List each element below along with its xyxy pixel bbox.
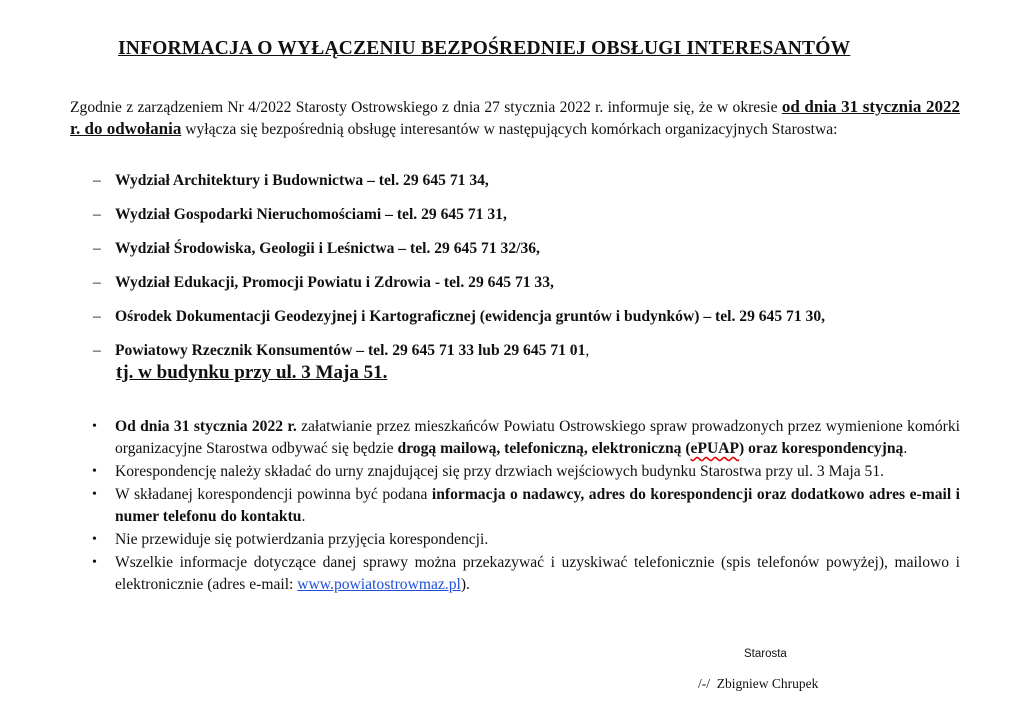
dash-marker: – — [93, 342, 101, 359]
epuap-term: ePUAP — [690, 440, 740, 457]
bullet-list — [92, 416, 960, 597]
bullet-item: • Korespondencję należy składać do urny znajdującej się przy drzwiach wejściowych budynku Starostwa przy ul. 3 Maja 51. — [92, 461, 960, 483]
bullet-marker: • — [92, 464, 97, 479]
building-address: tj. w budynku przy ul. 3 Maja 51. — [116, 362, 388, 383]
dash-marker: – — [93, 240, 101, 257]
intro-lead: Zgodnie z zarządzeniem Nr 4/2022 Starosty Ostrowskiego z dnia 27 stycznia 2022 r. informuje się, że w okresie — [70, 99, 782, 116]
bullet-item: • Nie przewiduje się potwierdzania przyjęcia korespondencji. — [92, 529, 960, 551]
department-text: Ośrodek Dokumentacji Geodezyjnej i Kartograficznej (ewidencja gruntów i budynków) – tel. 29 645 71 30, — [115, 308, 826, 325]
department-trailing-comma: , — [585, 342, 590, 359]
bullet-item: • Wszelkie informacje dotyczące danej sprawy można przekazywać i uzyskiwać telefonicznie (spis telefonów powyżej), mailowo i elektronicznie (adres e-mail: www.powiatostrowmaz.pl). — [92, 554, 960, 593]
intro-paragraph — [70, 96, 960, 140]
dash-marker: – — [93, 206, 101, 223]
intro-tail: wyłącza się bezpośrednią obsługę interesantów w następujących komórkach organizacyjnych Starostwa: — [181, 121, 838, 138]
bullet-marker: • — [92, 487, 97, 502]
dash-marker: – — [93, 172, 101, 189]
bullet-marker: • — [92, 419, 97, 434]
department-text: Wydział Architektury i Budownictwa – tel. 29 645 71 34, — [115, 172, 489, 189]
department-text: Wydział Edukacji, Promocji Powiatu i Zdrowia - tel. 29 645 71 33, — [115, 274, 554, 291]
signer-name: /-/ Zbigniew Chrupek — [698, 676, 819, 691]
website-link[interactable]: www.powiatostrowmaz.pl — [297, 576, 461, 593]
bullet-item: • W składanej korespondencji powinna być podana informacja o nadawcy, adres do korespondencji oraz dodatkowo adres e-mail i numer telefonu do kontaktu. — [92, 486, 960, 525]
intro-period-highlight: od dnia 31 stycznia 2022 r. do odwołania — [70, 97, 960, 138]
dash-marker: – — [93, 308, 101, 325]
bullet-marker: • — [92, 555, 97, 570]
bullet-item: • Od dnia 31 stycznia 2022 r. załatwianie przez mieszkańców Powiatu Ostrowskiego spraw prowadzonych przez wymienione komórki organizacyjne Starostwa odbywać się będzie drogą mailową, telefoniczną, elektroniczną (ePUAP) oraz korespondencyjną. — [92, 418, 961, 457]
bullet-marker: • — [92, 532, 97, 547]
dash-marker: – — [93, 274, 101, 291]
department-text: Wydział Środowiska, Geologii i Leśnictwa – tel. 29 645 71 32/36, — [115, 240, 540, 257]
document-title: INFORMACJA O WYŁĄCZENIU BEZPOŚREDNIEJ OBSŁUGI INTERESANTÓW — [118, 38, 851, 59]
department-text: Wydział Gospodarki Nieruchomościami – tel. 29 645 71 31, — [115, 206, 507, 223]
signer-title: Starosta — [744, 648, 787, 660]
department-text: Powiatowy Rzecznik Konsumentów – tel. 29 645 71 33 lub 29 645 71 01 — [115, 342, 586, 359]
